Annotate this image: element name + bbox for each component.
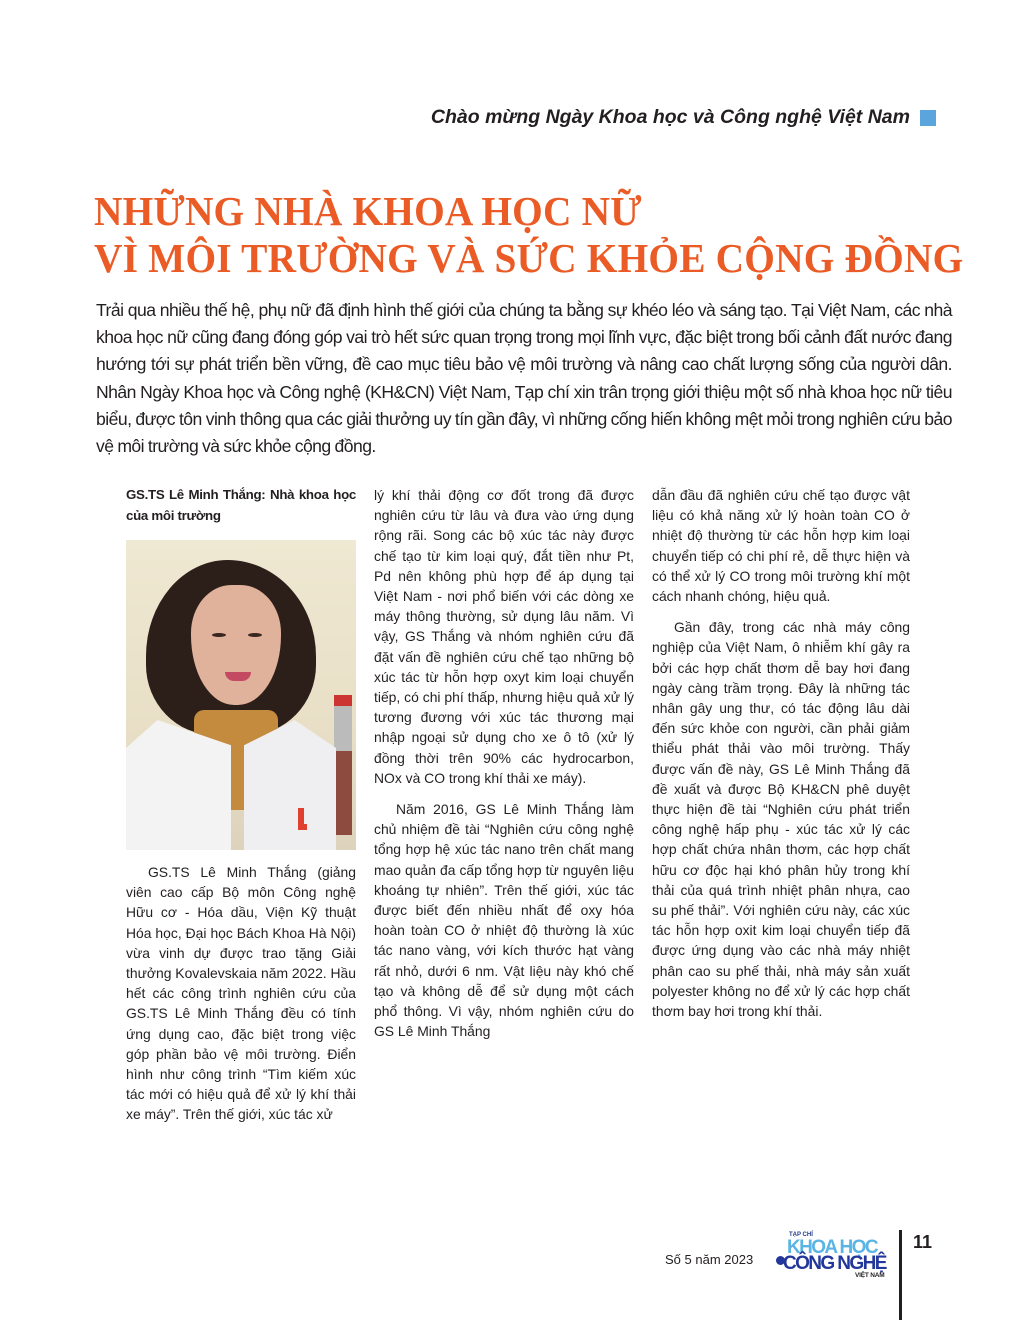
coat-logo-icon bbox=[298, 808, 307, 830]
paragraph-3: Năm 2016, GS Lê Minh Thắng làm chủ nhiệm đề tài “Nghiên cứu công nghệ tổng hợp hệ xúc tác nano trên chất mang mao quản đa cấp tổng hợp từ nguyên liệu khoáng tự nhiên”. Trên thế giới, xúc tác được biết đến nhiều nhất để oxy hóa hoàn toàn CO ở nhiệt độ thường là xúc tác nano vàng, với kích thước hạt vàng rất nhỏ, dưới 6 nm. Vật liệu này khó chế tạo và không dễ để sử dụng một cách phổ thông. Vì vậy, nhóm nghiên cứu do GS Lê Minh Thắng bbox=[374, 801, 634, 1040]
article-lede: Trải qua nhiều thế hệ, phụ nữ đã định hình thế giới của chúng ta bằng sự khéo léo và sáng tạo. Tại Việt Nam, các nhà khoa học nữ cũng đang đóng góp vai trò hết sức quan trọng trong mọi lĩnh vực, đặc biệt trong bối cảnh đất nước đang hướng tới sự phát triển bền vững, đề cao mục tiêu bảo vệ môi trường và nâng cao chất lượng sống của người dân. Nhân Ngày Khoa học và Công nghệ (KH&CN) Việt Nam, Tạp chí xin trân trọng giới thiệu một số nhà khoa học nữ tiêu biểu, được tôn vinh thông qua các giải thưởng uy tín gần đây, vì những cống hiến không mệt mỏi trong nghiên cứu bảo vệ môi trường và sức khỏe cộng đồng. bbox=[96, 300, 952, 457]
kicker-text: Chào mừng Ngày Khoa học và Công nghệ Việt Nam bbox=[430, 106, 910, 128]
column-2 bbox=[374, 485, 634, 1052]
article-title bbox=[94, 188, 964, 282]
portrait-photo bbox=[126, 540, 356, 850]
section-heading: GS.TS Lê Minh Thắng: Nhà khoa học của môi trường bbox=[126, 487, 356, 523]
paragraph-1: GS.TS Lê Minh Thắng (giảng viên cao cấp Bộ môn Công nghệ Hữu cơ - Hóa dầu, Viện Kỹ thuật Hóa học, Đại học Bách Khoa Hà Nội) vừa vinh dự được trao tặng Giải thưởng Kovalevskaia năm 2022. Hầu hết các công trình nghiên cứu của GS.TS Lê Minh Thắng đều có tính ứng dụng cao, đặc biệt trong việc góp phần bảo vệ môi trường. Điển hình như công trình “Tìm kiếm xúc tác mới có hiệu quả để xử lý khí thải xe máy”. Trên thế giới, xúc tác xử bbox=[126, 864, 356, 1123]
paragraph-5: Gần đây, trong các nhà máy công nghiệp của Việt Nam, ô nhiễm khí gây ra bởi các hợp chất thơm dễ bay hơi đang ngày càng trầm trọng. Đây là những tác nhân gây ung thư, có tác động lâu dài đến sức khỏe con người, cần phải giảm thiểu phát thải vào môi trường. Thấy được vấn đề này, GS Lê Minh Thắng đã đề xuất và được Bộ KH&CN phê duyệt thực hiện đề tài “Nghiên cứu phát triển công nghệ hấp phụ - xúc tác xử lý các hợp chất chứa nhân thơm, các hợp chất hữu cơ độc hại khó phân hủy trong khí thải của quá trình nhiệt phân nhựa, cao su phế thải”. Với nghiên cứu này, các xúc tác hỗn hợp oxit kim loại chuyển tiếp đã được ứng dụng vào các nhà máy nhiệt phân cao su phế thải, nhà máy sản xuất polyester không no để xử lý các hợp chất thơm bay hơi trong khí thải. bbox=[652, 619, 910, 1020]
footer-divider bbox=[899, 1230, 902, 1320]
magazine-logo: TẠP CHÍ KHOA HỌC CÔNG NGHỆ VIỆT NAM bbox=[775, 1232, 893, 1284]
section-kicker bbox=[431, 106, 936, 129]
paragraph-2: lý khí thải động cơ đốt trong đã được nghiên cứu từ lâu và đưa vào ứng dụng rộng rãi. Song các bộ xúc tác này được chế tạo từ kim loại quý, đắt tiền như Pt, Pd nên không phù hợp để áp dụng tại Việt Nam - nơi phổ biến với các dòng xe máy thông thường, sử dụng lâu năm. Vì vậy, GS Thắng và nhóm nghiên cứu đã đặt vấn đề nghiên cứu chế tạo những bộ xúc tác từ hỗn hợp oxyt kim loại chuyển tiếp, có chi phí thấp, nhưng hiệu quả xử lý tương đương với xúc tác thương mại nhập ngoại sử dụng cho xe ô tô (xử lý đồng thời trên 90% các hydrocarbon, NOx và CO trong khí thải xe máy). bbox=[374, 487, 634, 786]
issue-label: Số 5 năm 2023 bbox=[665, 1252, 754, 1267]
title-line-1: NHỮNG NHÀ KHOA HỌC NỮ bbox=[94, 188, 642, 234]
square-bullet-icon bbox=[920, 110, 936, 126]
paragraph-4: dẫn đầu đã nghiên cứu chế tạo được vật liệu có khả năng xử lý hoàn toàn CO ở nhiệt độ thường từ các hỗn hợp kim loại chuyển tiếp có chi phí rẻ, dễ thực hiện và có thể xử lý CO trong môi trường khí một cách nhanh chóng, hiệu quả. bbox=[652, 487, 910, 605]
column-1 bbox=[126, 485, 356, 1136]
page-number: 11 bbox=[913, 1232, 933, 1252]
title-line-2: VÌ MÔI TRƯỜNG VÀ SỨC KHỎE CỘNG ĐỒNG bbox=[94, 235, 964, 281]
column-3 bbox=[652, 485, 910, 1032]
